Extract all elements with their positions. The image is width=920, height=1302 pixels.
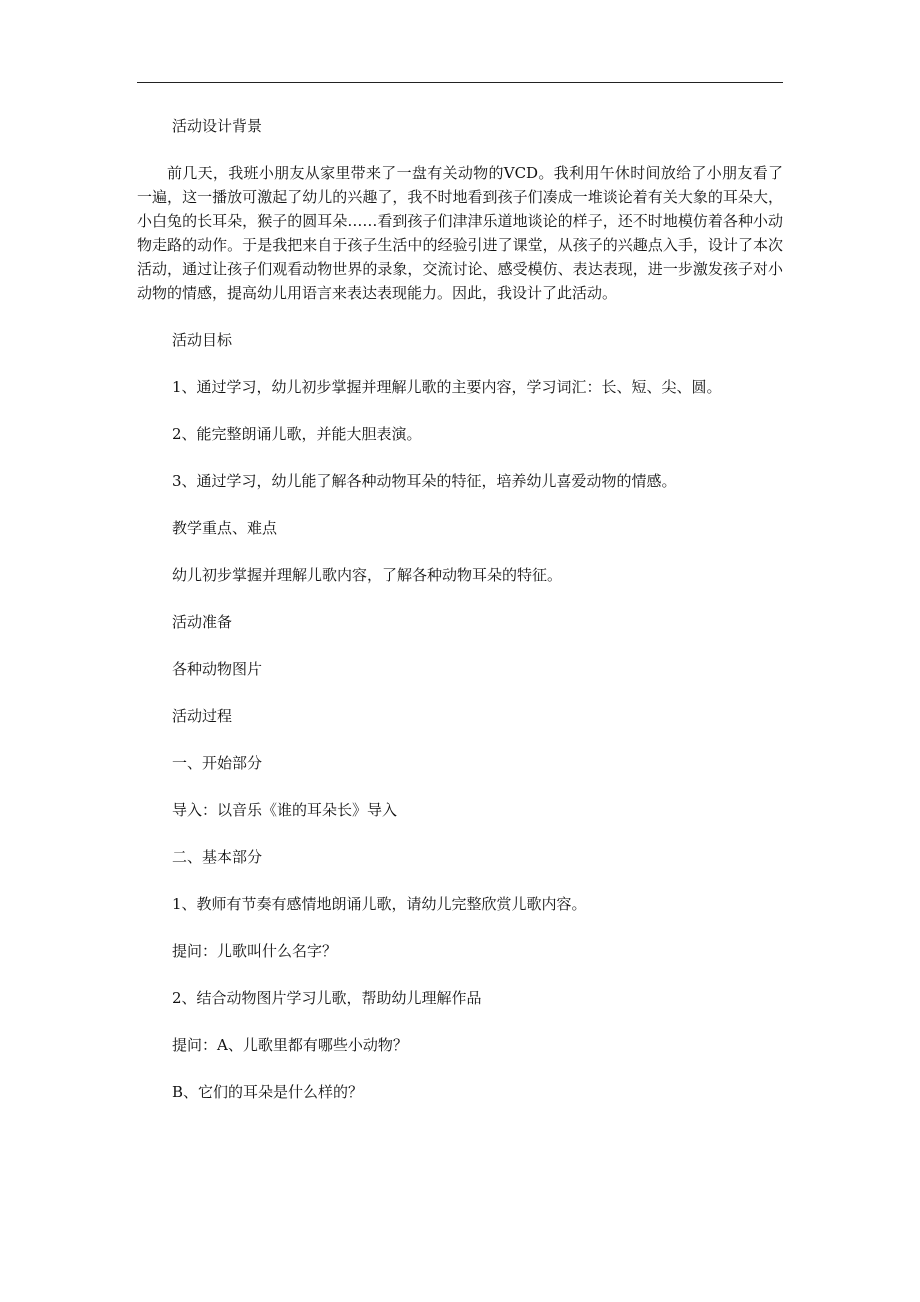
preparation-heading: 活动准备 <box>172 613 233 631</box>
question-1: 提问：儿歌叫什么名字？ <box>172 942 338 960</box>
document-body <box>137 108 783 1104</box>
process-heading: 活动过程 <box>172 707 233 725</box>
background-paragraph: 前几天，我班小朋友从家里带来了一盘有关动物的VCD。我利用午休时间放给了小朋友看了一遍，这一播放可激起了幼儿的兴趣了，我不时地看到孩子们凑成一堆谈论着有关大象的耳朵大，小白兔的长耳朵，猴子的圆耳朵……看到孩子们津津乐道地谈论的样子，还不时地模仿着各种小动物走路的动作。于是我把来自于孩子生活中的经验引进了课堂，从孩子的兴趣点入手，设计了本次活动，通过让孩子们观看动物世界的录象，交流讨论、感受模仿、表达表现，进一步激发孩子对小动物的情感，提高幼儿用语言来表达表现能力。因此，我设计了此活动。 <box>137 164 783 302</box>
key-points-heading: 教学重点、难点 <box>172 519 278 537</box>
question-2b: B、它们的耳朵是什么样的？ <box>172 1083 364 1101</box>
step-2: 2、结合动物图片学习儿歌，帮助幼儿理解作品 <box>172 989 482 1007</box>
goal-item-3: 3、通过学习，幼儿能了解各种动物耳朵的特征，培养幼儿喜爱动物的情感。 <box>172 472 677 490</box>
key-points-text: 幼儿初步掌握并理解儿歌内容，了解各种动物耳朵的特征。 <box>172 566 563 584</box>
question-2a: 提问：A、儿歌里都有哪些小动物？ <box>172 1036 408 1054</box>
part-1-heading: 一、开始部分 <box>172 754 263 772</box>
header-rule <box>137 82 783 83</box>
step-1: 1、教师有节奏有感情地朗诵儿歌，请幼儿完整欣赏儿歌内容。 <box>172 895 587 913</box>
goals-heading: 活动目标 <box>172 331 233 349</box>
goal-item-1: 1、通过学习，幼儿初步掌握并理解儿歌的主要内容，学习词汇：长、短、尖、圆。 <box>172 378 722 396</box>
background-heading: 活动设计背景 <box>172 117 263 135</box>
goal-item-2: 2、能完整朗诵儿歌，并能大胆表演。 <box>172 425 422 443</box>
preparation-text: 各种动物图片 <box>172 660 263 678</box>
part-1-text: 导入：以音乐《谁的耳朵长》导入 <box>172 801 398 819</box>
part-2-heading: 二、基本部分 <box>172 848 263 866</box>
